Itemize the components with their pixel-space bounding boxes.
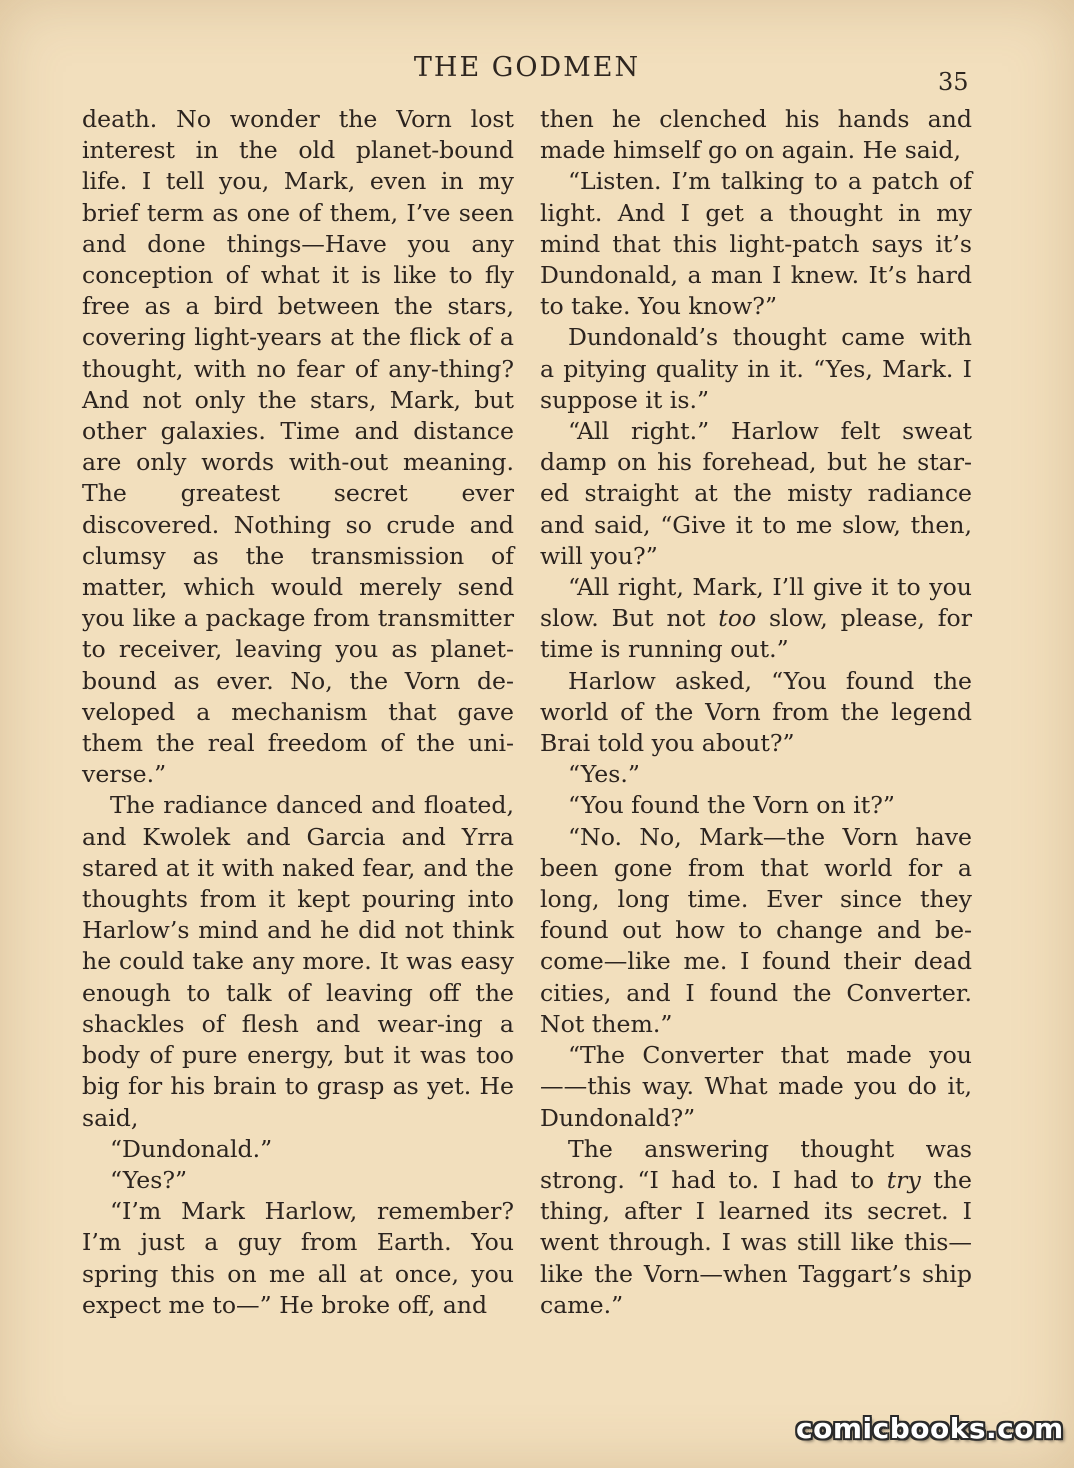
paragraph: “Listen. I’m talking to a patch of light. And I get a thought in my mind that this light-patch says it’s Dundonald, a man I knew. It’s hard to take. You know?”: [540, 167, 972, 321]
running-head-title: THE GODMEN: [413, 52, 641, 83]
paragraph: “You found the Vorn on it?”: [568, 791, 895, 820]
paragraph: “I’m Mark Harlow, remember? I’m just a guy from Earth. You spring this on me all at once, you expect me to—” He broke off, and: [82, 1197, 514, 1319]
paragraph: “Yes.”: [568, 760, 640, 789]
watermark-logo: comicbooks.com: [796, 1412, 1064, 1445]
paragraph: then he clenched his hands and made himself go on again. He said,: [540, 105, 972, 165]
paragraph: The radiance danced and floated, and Kwolek and Garcia and Yrra stared at it with naked fear, and the thoughts from it kept pouring into Harlow’s mind and he did not think he could take any more. It was easy enough to talk of leaving off the shackles of flesh and wear-ing a body of pure energy, but it was too big for his brain to grasp as yet. He said,: [82, 791, 514, 1132]
page-number: 35: [938, 68, 969, 96]
paragraph: The answering thought was strong. “I had to. I had to try the thing, after I learned its secret. I went through. I was still like this—like the Vorn—when Taggart’s ship came.”: [540, 1134, 972, 1319]
left-text-column: [82, 104, 514, 1321]
right-text-column: [540, 104, 972, 1321]
paragraph: “All right, Mark, I’ll give it to you slow. But not too slow, please, for time is running out.”: [540, 573, 973, 664]
paragraph: Harlow asked, “You found the world of the Vorn from the legend Brai told you about?”: [540, 666, 972, 758]
paragraph: Dundonald’s thought came with a pitying quality in it. “Yes, Mark. I suppose it is.”: [540, 323, 972, 414]
paragraph: “The Converter that made you ——this way. What made you do it, Dundonald?”: [540, 1041, 972, 1132]
paragraph: “No. No, Mark—the Vorn have been gone from that world for a long, long time. Ever since they found out how to change and be-come—like me. I found their dead cities, and I found the Converter. Not them.”: [540, 822, 972, 1038]
paragraph: death. No wonder the Vorn lost interest in the old planet-bound life. I tell you, Mark, even in my brief term as one of them, I’ve seen and done things—Have you any conception of what it is like to fly free as a bird between the stars, covering light-years at the flick of a thought, with no fear of any-thing? And not only the stars, Mark, but other galaxies. Time and distance are only words with-out meaning. The greatest secret ever discovered. Nothing so crude and clumsy as the transmission of matter, which would merely send you like a package from transmitter to receiver, leaving you as planet-bound as ever. No, the Vorn de-veloped a mechanism that gave them the real freedom of the uni-verse.”: [82, 105, 514, 789]
paragraph: “Yes?”: [110, 1165, 188, 1194]
paragraph: “All right.” Harlow felt sweat damp on his forehead, but he star-ed straight at the misty radiance and said, “Give it to me slow, then, will you?”: [540, 417, 972, 570]
paragraph: “Dundonald.”: [110, 1134, 273, 1163]
